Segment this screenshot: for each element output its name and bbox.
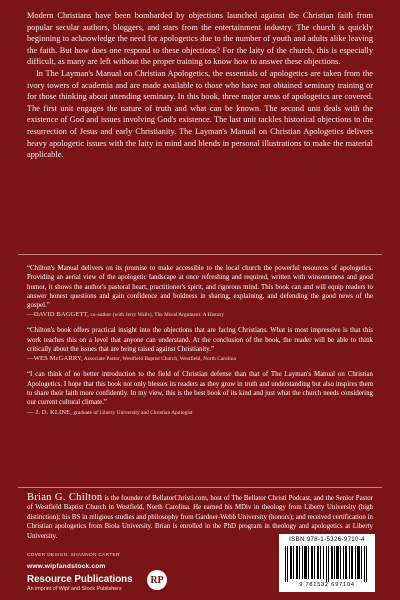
- publisher-block: [27, 575, 133, 593]
- endorsement-attribution: [27, 355, 373, 363]
- endorsements: [27, 264, 373, 424]
- endorsement-quote: “I can think of no better introduction to the field of Christian defense than that of The Layman's Manual on Christian Apologetics. I hope that this book not only blesses its readers as they grow in truth and understanding but also inspires them to share their faith more confidently. In my view, this is the best book of its kind and just what the church needs considering our current cultural climate.”: [27, 371, 373, 407]
- divider-top: [18, 254, 382, 255]
- book-description: [27, 10, 373, 161]
- endorser-affiliation: Associate Pastor, Westfield Baptist Church, Westfield, North Carolina: [83, 356, 236, 363]
- isbn-barcode: [279, 534, 375, 592]
- author-bio-text: is the founder of BellatorChristi.com, host of The Bellator Christi Podcast, and the Senior Pastor of Westfield Baptist Church in Westfield, North Carolina. He earned his MDiv in theology from Liberty University (high distinction); his BS in religious studies and philosophy from Gardner-Webb University (honors); and received certification in Christian apologetics from Biola University. Brian is enrolled in the PhD program in theology and apologetics at Liberty University.: [27, 495, 373, 540]
- endorser-name: — J. D. KLINE,: [27, 408, 72, 416]
- endorser-affiliation: graduate of Liberty University and Christian Apologist: [73, 409, 193, 416]
- endorsement-quote: “Chilton's Manual delivers on its promise to make accessible to the local church the powerful resources of apologetics. Providing an aerial view of the apologetic landscape at once refreshing and required, written with winsomeness and good humor, it shows the author's pastoral heart, practitioner's spirit, and rigorous mind. This book can and will equip readers to answer honest questions and gain confidence and boldness in sharing, explaining, and defending the good news of the gospel.”: [27, 265, 373, 310]
- endorsement-attribution: [27, 409, 373, 417]
- barcode-icon: [285, 546, 369, 582]
- description-paragraph: Modern Christians have been bombarded by objections launched against the Christian faith from popular secular authors, bloggers, and stars from the entertainment industry. The church is quickly beginning to acknowledge the need for apologetics due to the number of youth and adults alike leaving the faith. But how does one respond to these objections? For the laity of the church, this is especially difficult, as many are left without the proper training to know how to answer these objections.: [27, 11, 373, 67]
- endorsement-attribution: [27, 311, 373, 319]
- publisher-website: www.wipfandstock.com: [27, 563, 106, 570]
- description-paragraph: In The Layman's Manual on Christian Apologetics, the essentials of apologetics are taken from the ivory towers of academia and are made available to those who have not obtained seminary training or for those thinking about attending seminary. In this book, three major areas of apologetics are covered. The first unit engages the nature of truth and what can be known. The second unit deals with the existence of God and issues involving God's existence. The last unit tackles historical objections to the resurrection of Jesus and early Christianity. The Layman's Manual on Christian Apologetics delivers heavy apologetic issues with the laity in mind and blends in personal illustrations to make the material applicable.: [27, 68, 373, 160]
- cover-design-credit: COVER DESIGN: SHANNON CARTER: [27, 553, 120, 558]
- publisher-logo-icon: RP: [147, 570, 167, 590]
- publisher-name: Resource Publications: [27, 574, 133, 585]
- publisher-tagline: An imprint of Wipf and Stock Publishers: [27, 586, 122, 592]
- endorser-affiliation: co-author (with Jerry Walls), The Moral Argument: A History: [90, 312, 225, 319]
- endorsement-quote: “Chilton's book offers practical insight into the objections that are facing Christians. What is most impressive is that this work teaches this on a level that anyone can understand. At the conclusion of the book, the reader will be able to think critically about the issues that are being raised against Christianity.”: [27, 327, 373, 354]
- author-name: Brian G. Chilton: [27, 492, 103, 503]
- isbn-text: ISBN 978-1-5326-9710-4: [289, 537, 365, 543]
- divider-bottom: [18, 487, 382, 488]
- endorser-name: —DAVID BAGGETT,: [27, 311, 90, 319]
- endorser-name: —WES McGARRY,: [27, 355, 83, 363]
- ean-text: 9 781532 697104: [299, 582, 355, 588]
